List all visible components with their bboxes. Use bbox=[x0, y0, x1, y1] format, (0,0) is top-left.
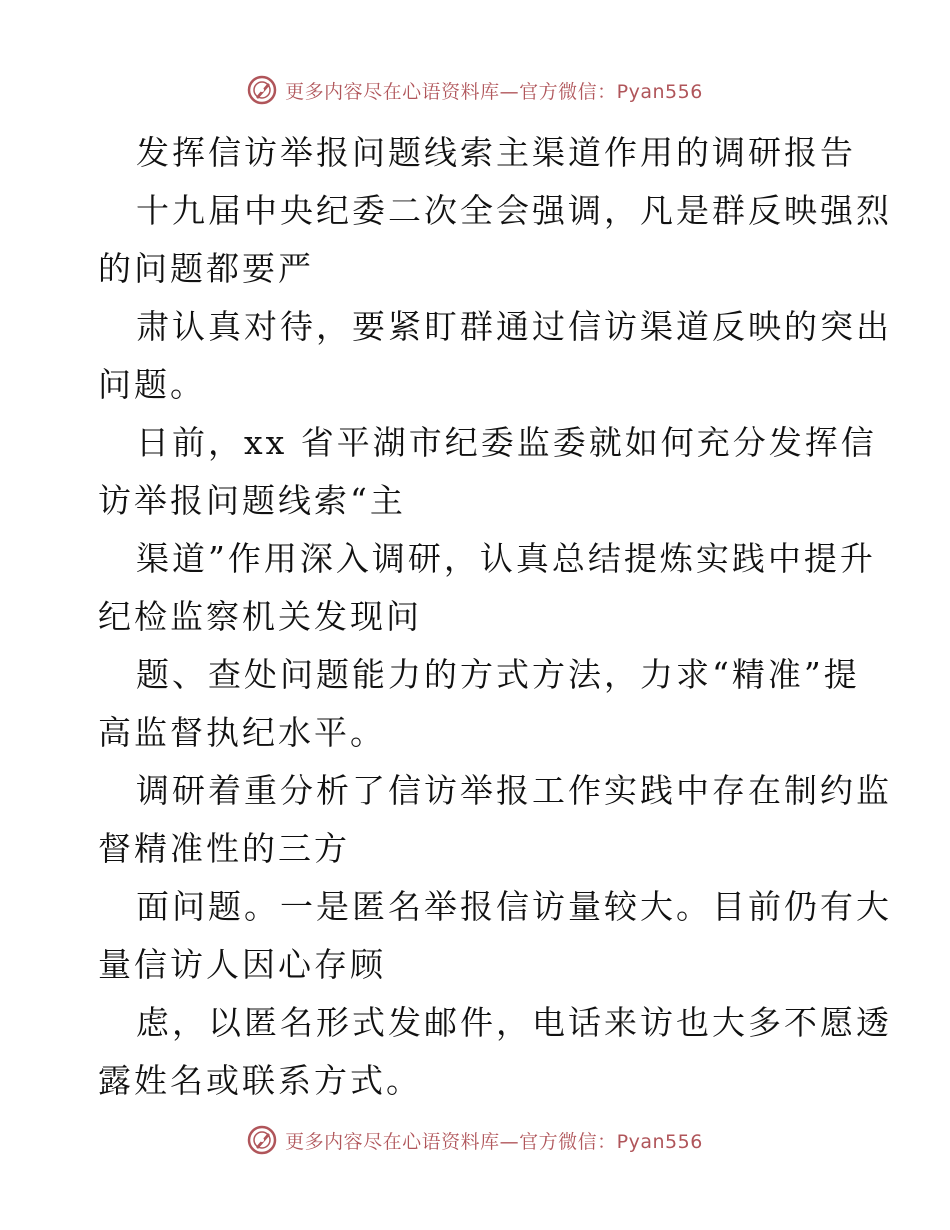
pen-seal-icon bbox=[247, 75, 277, 105]
text-line: 渠道”作用深入调研，认真总结提炼实践中提升 bbox=[136, 539, 876, 578]
text-line: 的问题都要严 bbox=[98, 249, 314, 288]
header-watermark bbox=[0, 70, 950, 110]
text-line: 题、查处问题能力的方式方法，力求“精准”提 bbox=[136, 655, 860, 694]
text-line: 肃认真对待，要紧盯群通过信访渠道反映的突出 bbox=[136, 307, 892, 346]
watermark-text: 更多内容尽在心语资料库—官方微信：Pyan556 bbox=[285, 1130, 703, 1153]
text-line: 督精准性的三方 bbox=[98, 829, 350, 868]
text-line: 高监督执纪水平。 bbox=[98, 713, 386, 752]
pen-seal-icon bbox=[247, 1125, 277, 1155]
text-line: 露姓名或联系方式。 bbox=[98, 1061, 422, 1100]
text-line: 访举报问题线索“主 bbox=[98, 481, 406, 520]
text-line: 问题。 bbox=[98, 365, 206, 404]
document-body bbox=[98, 124, 892, 1110]
text-line: 纪检监察机关发现问 bbox=[98, 597, 422, 636]
text-line: 日前，xx 省平湖市纪委监委就如何充分发挥信 bbox=[136, 423, 877, 462]
text-line: 虑，以匿名形式发邮件，电话来访也大多不愿透 bbox=[136, 1003, 892, 1042]
text-line: 调研着重分析了信访举报工作实践中存在制约监 bbox=[136, 771, 892, 810]
watermark-text: 更多内容尽在心语资料库—官方微信：Pyan556 bbox=[285, 80, 703, 103]
text-line: 面问题。一是匿名举报信访量较大。目前仍有大 bbox=[136, 887, 892, 926]
text-line: 量信访人因心存顾 bbox=[98, 945, 386, 984]
footer-watermark bbox=[0, 1120, 950, 1160]
text-line: 发挥信访举报问题线索主渠道作用的调研报告 bbox=[136, 133, 856, 172]
text-line: 十九届中央纪委二次全会强调，凡是群反映强烈 bbox=[136, 191, 892, 230]
